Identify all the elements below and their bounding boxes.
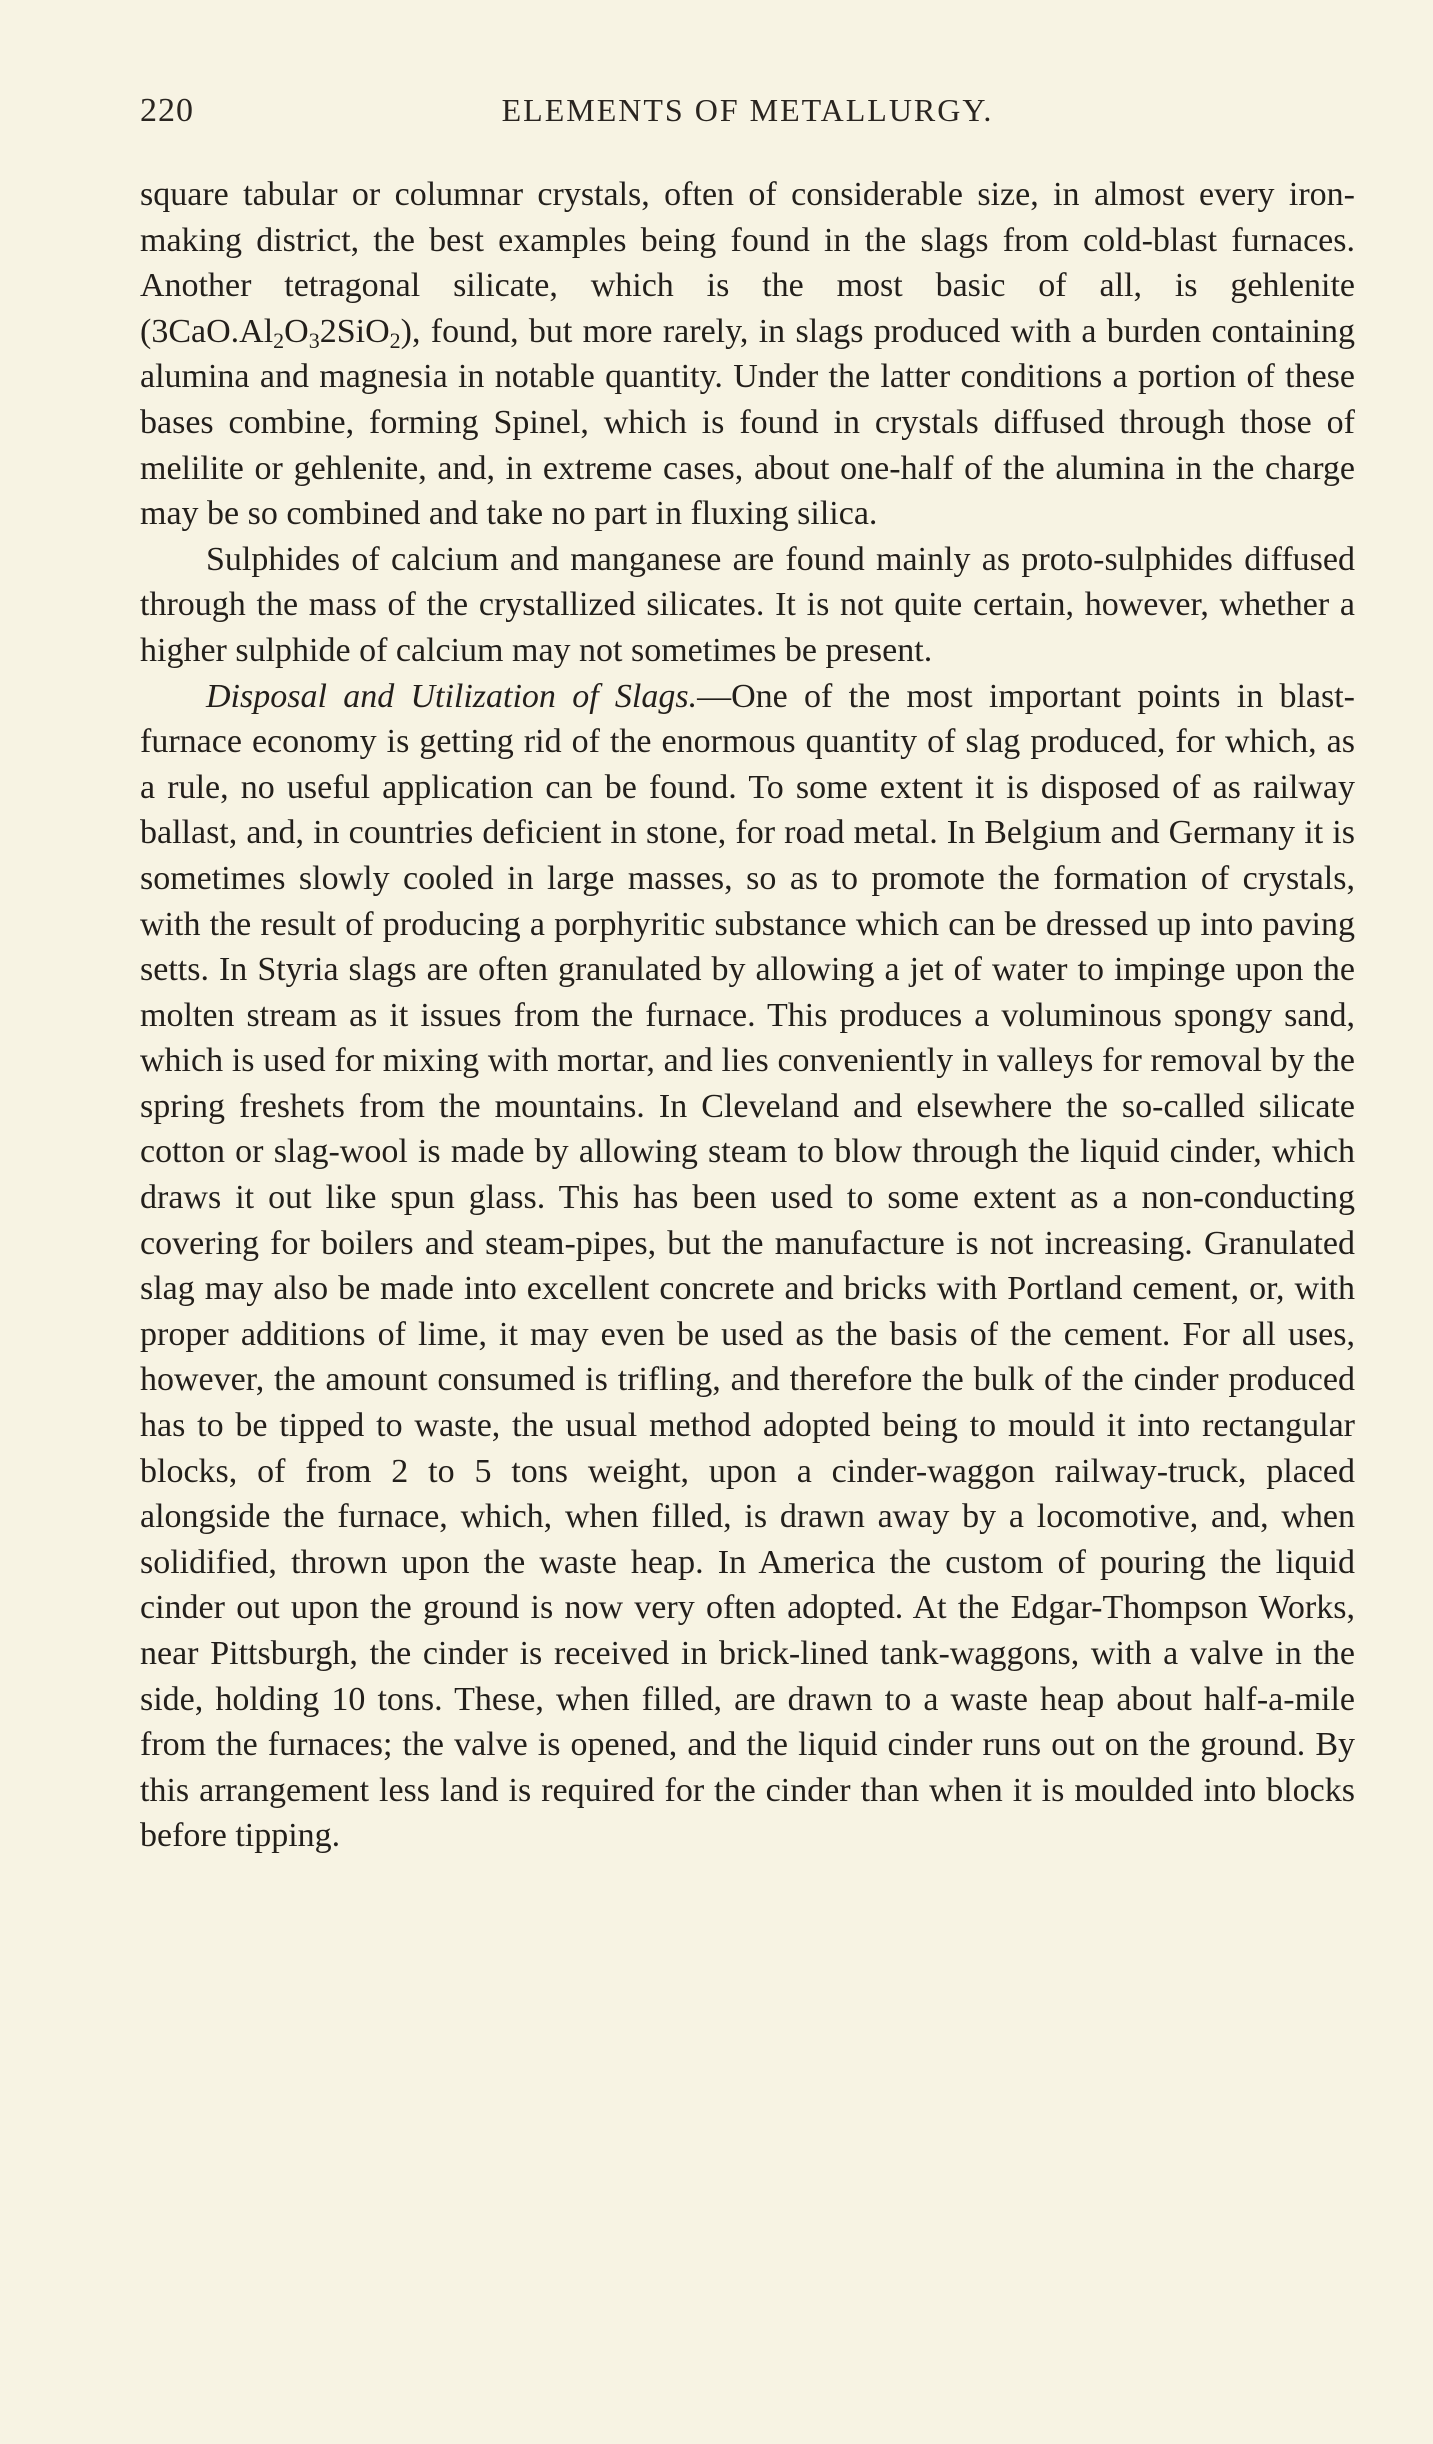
section-heading: Disposal and Utilization of Slags. <box>206 677 698 715</box>
paragraph-text: ), found, but more rarely, in slags produced with a burden containing alumina and magnesia in notable quantity. Under the latter conditions a portion of these bases combine, forming Spinel, which is found in crystals diffused through those of melilite or gehlenite, and, in extreme cases, about one-half of the alumina in the charge may be so combined and take no part in fluxing silica. <box>140 312 1355 533</box>
body-text <box>140 172 1355 1859</box>
subscript: 2 <box>273 327 285 353</box>
page-header <box>140 92 1355 142</box>
paragraph-text: —One of the most important points in blast-furnace economy is getting rid of the enormous quantity of slag produced, for which, as a rule, no useful application can be found. To some extent it is disposed of as railway ballast, and, in countries deficient in stone, for road metal. In Belgium and Germany it is sometimes slowly cooled in large masses, so as to promote the formation of crystals, with the result of producing a porphyritic substance which can be dressed up into paving setts. In Styria slags are often granulated by allowing a jet of water to impinge upon the molten stream as it issues from the furnace. This produces a voluminous spongy sand, which is used for mixing with mortar, and lies conveniently in valleys for removal by the spring freshets from the mountains. In Cleveland and elsewhere the so-called silicate cotton or slag-wool is made by allowing steam to blow through the liquid cinder, which draws it out like spun glass. This has been used to some extent as a non-conducting covering for boilers and steam-pipes, but the manufacture is not increasing. Granulated slag may also be made into excellent concrete and bricks with Portland cement, or, with proper additions of lime, it may even be used as the basis of the cement. For all uses, however, the amount consumed is trifling, and therefore the bulk of the cinder produced has to be tipped to waste, the usual method adopted being to mould it into rectangular blocks, of from 2 to 5 tons weight, upon a cinder-waggon railway-truck, placed alongside the furnace, which, when filled, is drawn away by a locomotive, and, when solidified, thrown upon the waste heap. In America the custom of pouring the liquid cinder out upon the ground is now very often adopted. At the Edgar-Thompson Works, near Pittsburgh, the cinder is received in brick-lined tank-waggons, with a valve in the side, holding 10 tons. These, when filled, are drawn to a waste heap about half-a-mile from the furnaces; the valve is opened, and the liquid cinder runs out on the ground. By this arrangement less land is required for the cinder than when it is moulded into blocks before tipping. <box>140 677 1356 1855</box>
paragraph-slag-silicates <box>140 172 1355 537</box>
running-title: ELEMENTS OF METALLURGY. <box>501 92 994 128</box>
paragraph-text: O <box>284 312 309 350</box>
subscript: 2 <box>389 327 401 353</box>
subscript: 3 <box>308 327 320 353</box>
page-number: 220 <box>140 92 194 129</box>
paragraph-sulphides: Sulphides of calcium and manganese are found mainly as proto-sulphides diffused through the mass of the crystallized silicates. It is not quite certain, however, whether a higher sulphide of calcium may not sometimes be present. <box>140 540 1355 669</box>
paragraph-disposal-of-slags <box>140 674 1355 1859</box>
paragraph-text: 2SiO <box>319 312 390 350</box>
paragraph-text: square tabular or columnar crystals, often of considerable size, in almost every iron-making district, the best examples being found in the slags from cold-blast furnaces. Another tetragonal silicate, which is the most basic of all, is gehlenite (3CaO.Al <box>140 176 1355 350</box>
